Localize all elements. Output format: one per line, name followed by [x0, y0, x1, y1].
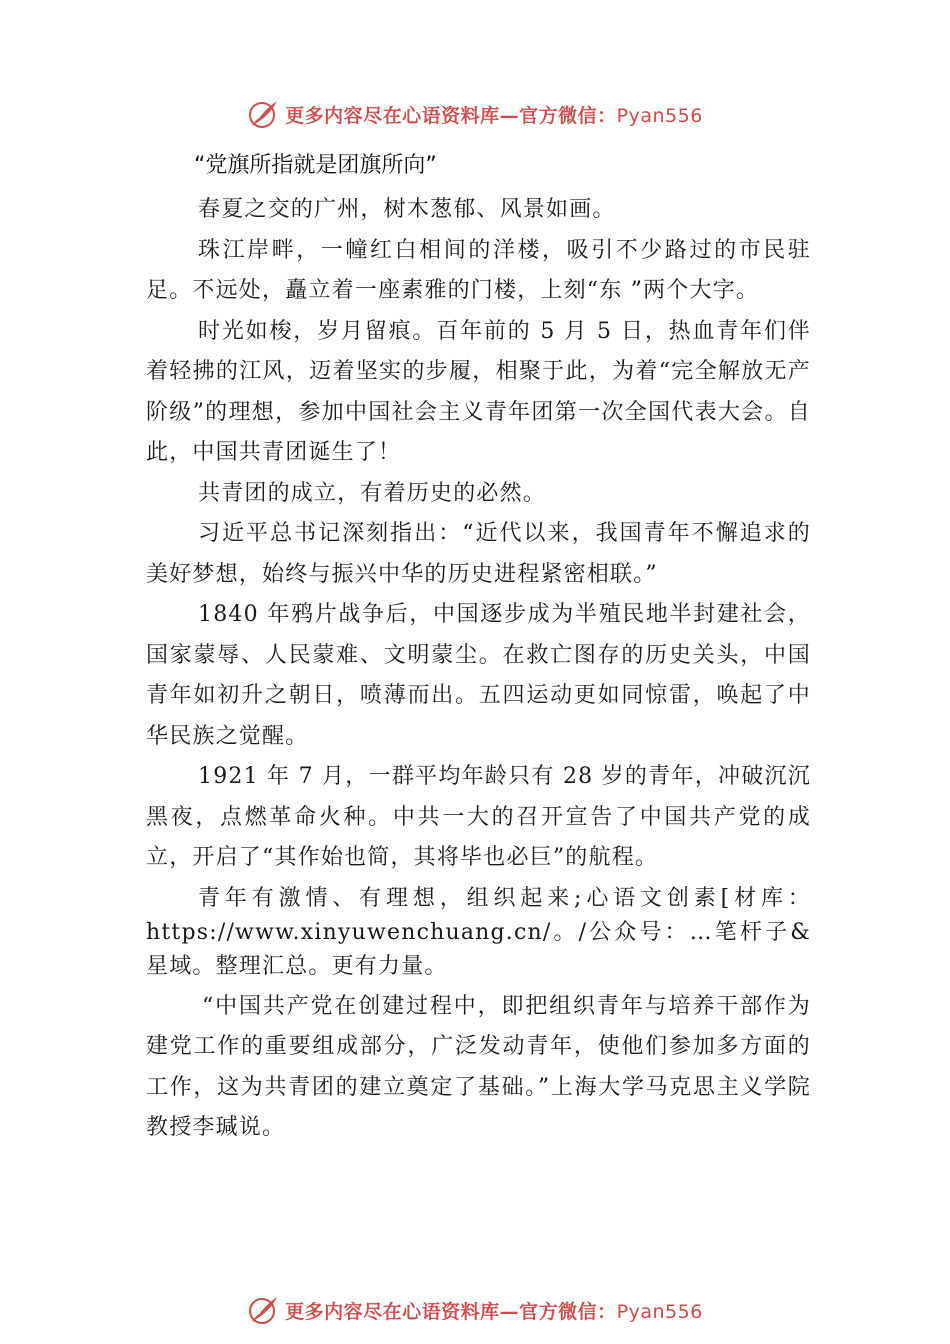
- paragraph: 1921 年 7 月，一群平均年龄只有 28 岁的青年，冲破沉沉黑夜，点燃革命火种。中共一大的召开宣告了中国共产党的成立，开启了“其作始也简，其将毕也必巨”的航程。: [146, 764, 811, 870]
- paragraph: 共青团的成立，有着历史的必然。: [198, 480, 547, 506]
- quill-logo-icon: [247, 1293, 281, 1327]
- article-title: “党旗所指就是团旗所向”: [194, 153, 437, 178]
- paragraph: 珠江岸畔，一幢红白相间的洋楼，吸引不少路过的市民驻足。不远处，矗立着一座素雅的门楼，上刻“东 ”两个大字。: [146, 237, 811, 303]
- paragraph: “中国共产党在创建过程中，即把组织青年与培养干部作为建党工作的重要组成部分，广泛发动青年，使他们参加多方面的工作，这为共青团的建立奠定了基础。”上海大学马克思主义学院教授李瑊说。: [146, 993, 811, 1140]
- paragraph: 习近平总书记深刻指出：“近代以来，我国青年不懈追求的美好梦想，始终与振兴中华的历史进程紧密相联。”: [146, 521, 811, 587]
- banner-text: 更多内容尽在心语资料库—官方微信：Pyan556: [285, 104, 703, 127]
- paragraph: 春夏之交的广州，树木葱郁、风景如画。: [198, 197, 616, 222]
- paragraph: 青年有激情、有理想，组织起来;心语文创素[材库：https://www.xinyuwenchuang.cn/。/公众号：…笔杆子&星域。整理汇总。更有力量。: [146, 885, 811, 979]
- article-body: [146, 150, 811, 1149]
- banner-text: 更多内容尽在心语资料库—官方微信：Pyan556: [285, 1300, 703, 1323]
- quill-logo-icon: [247, 97, 281, 131]
- footer-banner: [0, 1290, 950, 1330]
- paragraph: 时光如梭，岁月留痕。百年前的 5 月 5 日，热血青年们伴着轻拂的江风，迈着坚实的步履，相聚于此，为着“完全解放无产阶级”的理想，参加中国社会主义青年团第一次全国代表大会。自此，中国共青团诞生了！: [146, 318, 811, 465]
- header-banner: [0, 94, 950, 134]
- paragraph: 1840 年鸦片战争后，中国逐步成为半殖民地半封建社会，国家蒙辱、人民蒙难、文明蒙尘。在救亡图存的历史关头，中国青年如初升之朝日，喷薄而出。五四运动更如同惊雷，唤起了中华民族之觉醒。: [146, 602, 811, 749]
